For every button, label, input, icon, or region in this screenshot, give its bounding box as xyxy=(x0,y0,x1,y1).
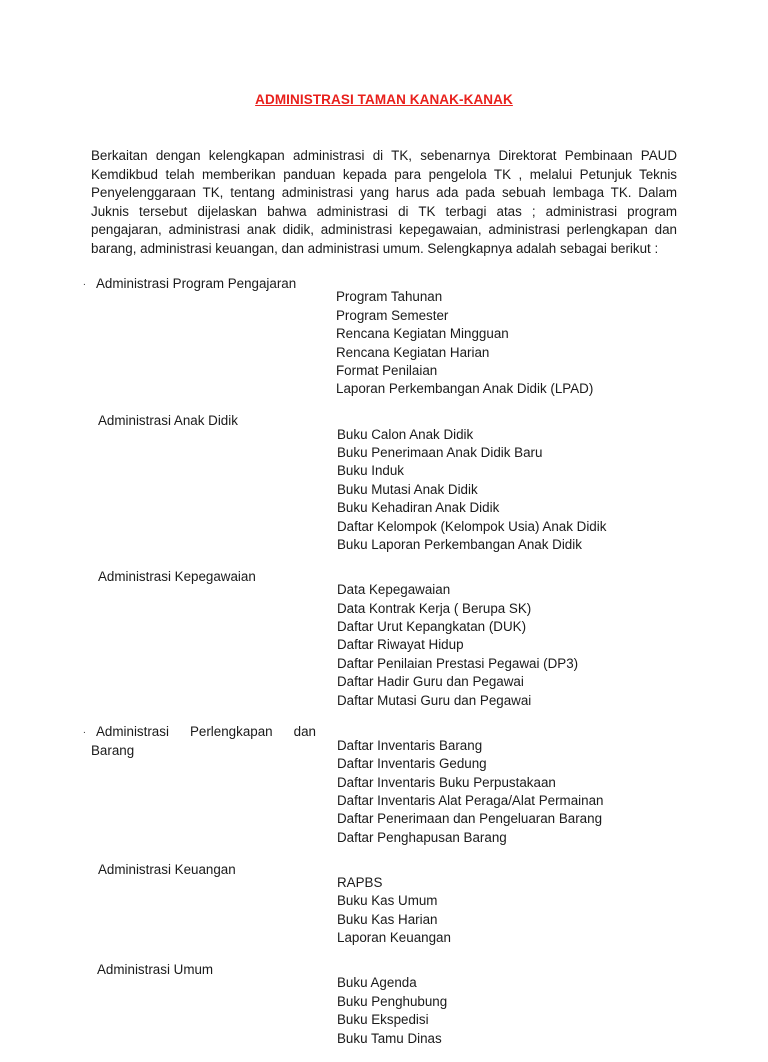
list-item: Buku Kehadiran Anak Didik xyxy=(337,500,500,516)
section-perlengkapan-barang xyxy=(0,723,768,860)
section-label: Administrasi Anak Didik xyxy=(98,413,238,429)
list-item: Daftar Penerimaan dan Pengeluaran Barang xyxy=(337,811,603,827)
section-label: Administrasi Program Pengajaran xyxy=(96,276,297,291)
section-item-list xyxy=(337,581,578,710)
list-item: Buku Kas Harian xyxy=(337,911,438,927)
list-item: Daftar Penghapusan Barang xyxy=(337,829,507,845)
bullet-marker: . xyxy=(83,725,86,737)
list-item: Buku Mutasi Anak Didik xyxy=(337,481,478,497)
section-label-word: Administrasi xyxy=(96,724,169,740)
list-item: Data Kepegawaian xyxy=(337,582,451,598)
list-item: Buku Agenda xyxy=(337,975,417,991)
section-label: Administrasi Umum xyxy=(97,962,214,978)
list-item: RAPBS xyxy=(337,875,383,891)
section-item-list xyxy=(337,426,606,555)
section-label: Administrasi Kepegawaian xyxy=(98,568,256,584)
list-item: Program Tahunan xyxy=(336,289,443,305)
list-item: Daftar Kelompok (Kelompok Usia) Anak Didik xyxy=(337,518,607,534)
section-label-line-1 xyxy=(91,723,316,741)
section-item-list xyxy=(337,974,447,1048)
section-label: Administrasi Keuangan xyxy=(98,861,236,877)
administration-sections xyxy=(0,275,768,1062)
list-item: Laporan Keuangan xyxy=(337,930,451,946)
list-item: Buku Ekspedisi xyxy=(337,1012,429,1028)
list-item: Daftar Penilaian Prestasi Pegawai (DP3) xyxy=(337,655,579,671)
list-item: Rencana Kegiatan Harian xyxy=(336,344,490,360)
section-anak-didik xyxy=(0,412,768,568)
intro-paragraph: Berkaitan dengan kelengkapan administrasi di TK, sebenarnya Direktorat Pembinaan PAUD Kemdikbud telah memberikan panduan kepada para pengelola TK , melalui Petunjuk Teknis Penyelenggaraan TK, tentang administrasi yang harus ada pada sebuah lembaga TK. Dalam Juknis tersebut dijelaskan bahwa administrasi di TK terbagi atas ; administrasi program pengajaran, administrasi anak didik, administrasi kepegawaian, administrasi perlengkapan dan barang, administrasi keuangan, dan administrasi umum. Selengkapnya adalah sebagai berikut : xyxy=(91,148,677,256)
list-item: Buku Tamu Dinas xyxy=(337,1030,442,1046)
document-title: ADMINISTRASI TAMAN KANAK-KANAK xyxy=(255,92,513,107)
list-item: Buku Penghubung xyxy=(337,993,448,1009)
list-item: Buku Kas Umum xyxy=(337,893,438,909)
list-item: Daftar Inventaris Alat Peraga/Alat Permainan xyxy=(337,793,604,809)
list-item: Program Semester xyxy=(336,307,449,323)
list-item: Daftar Inventaris Buku Perpustakaan xyxy=(337,774,556,790)
section-item-list xyxy=(337,737,603,847)
list-item: Buku Laporan Perkembangan Anak Didik xyxy=(337,537,582,553)
list-item: Daftar Riwayat Hidup xyxy=(337,637,464,653)
list-item: Daftar Urut Kepangkatan (DUK) xyxy=(337,619,527,635)
list-item: Format Penilaian xyxy=(336,363,438,379)
section-item-list xyxy=(337,874,451,948)
list-item: Laporan Perkembangan Anak Didik (LPAD) xyxy=(336,381,594,397)
section-kepegawaian xyxy=(0,568,768,724)
section-item-list xyxy=(336,288,593,398)
list-item: Daftar Inventaris Gedung xyxy=(337,756,487,772)
list-item: Buku Calon Anak Didik xyxy=(337,426,474,442)
bullet-marker: . xyxy=(83,277,86,288)
section-label-word: dan xyxy=(293,724,316,740)
section-program-pengajaran xyxy=(0,275,768,412)
list-item: Daftar Hadir Guru dan Pegawai xyxy=(337,674,524,690)
list-item: Daftar Inventaris Barang xyxy=(337,737,483,753)
section-label-line-2: Barang xyxy=(91,742,135,758)
list-item: Data Kontrak Kerja ( Berupa SK) xyxy=(337,600,532,616)
section-label-word: Perlengkapan xyxy=(189,724,273,740)
section-keuangan xyxy=(0,861,768,961)
list-item: Buku Induk xyxy=(337,463,404,479)
section-umum xyxy=(0,961,768,1061)
list-item: Daftar Mutasi Guru dan Pegawai xyxy=(337,692,532,708)
list-item: Rencana Kegiatan Mingguan xyxy=(336,326,509,342)
list-item: Buku Penerimaan Anak Didik Baru xyxy=(337,445,543,461)
